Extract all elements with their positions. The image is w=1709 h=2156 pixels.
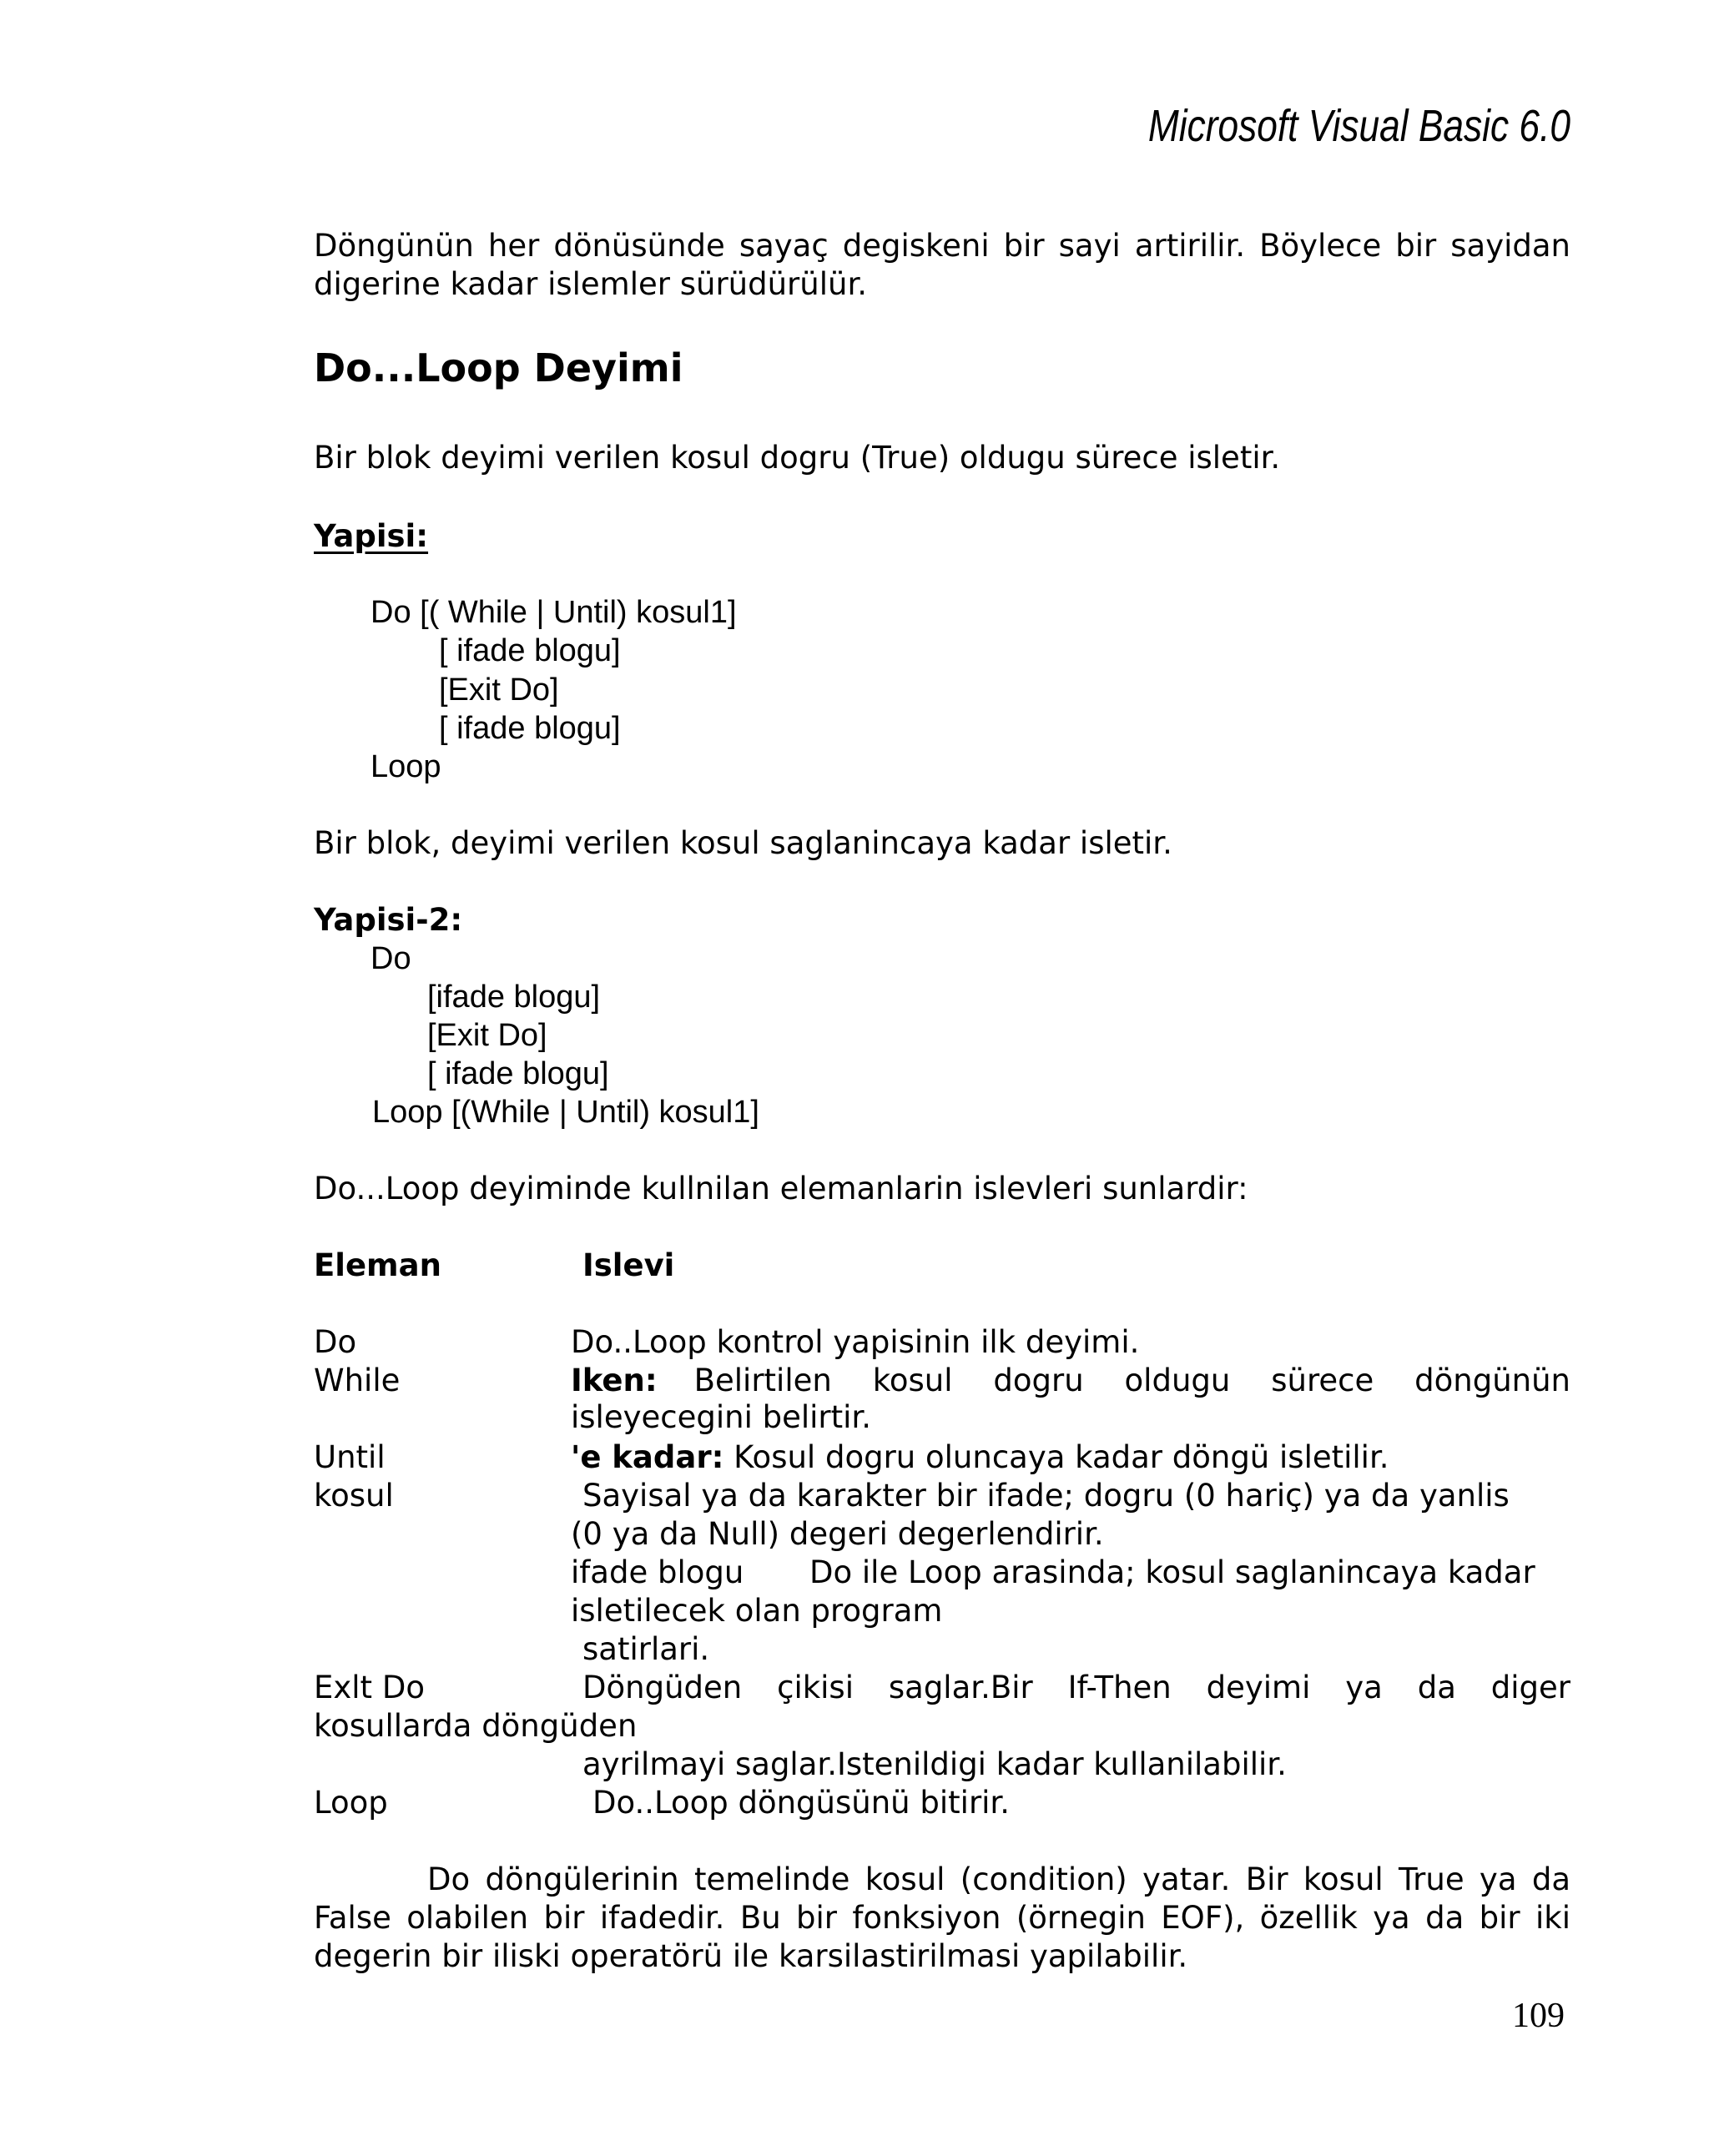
- running-header: Microsoft Visual Basic 6.0: [1147, 101, 1570, 151]
- yapisi-label: Yapisi:: [314, 518, 429, 554]
- row-desc-exit-cont-2: ayrilmayi saglar.Istenildigi kadar kullanilabilir.: [582, 1746, 1287, 1782]
- row-desc-exit-cont: kosullarda döngüden: [314, 1708, 638, 1744]
- row-name-exit-do: Exlt Do: [314, 1670, 425, 1705]
- syntax1-line: Do [( While | Until) kosul1]: [371, 595, 737, 630]
- row-desc-while-cont: isleyecegini belirtir.: [571, 1399, 872, 1435]
- syntax2-line: Loop [(While | Until) kosul1]: [372, 1095, 759, 1130]
- yapisi2-label: Yapisi-2:: [314, 902, 463, 938]
- row-desc-until: [571, 1438, 1389, 1477]
- description-1: Bir blok deyimi verilen kosul dogru (True) oldugu sürece isletir.: [314, 440, 1281, 476]
- row-desc-kosul-cont: (0 ya da Null) degeri degerlendirir.: [571, 1516, 1104, 1552]
- section-heading: Do...Loop Deyimi: [314, 345, 683, 390]
- description-3: Do...Loop deyiminde kullnilan elemanlarin islevleri sunlardir:: [314, 1171, 1248, 1206]
- row-name-kosul: kosul: [314, 1478, 394, 1514]
- until-bold-label: 'e kadar:: [571, 1439, 724, 1475]
- row-desc-ifade-cont-2: satirlari.: [582, 1631, 710, 1667]
- syntax1-line: [Exit Do]: [439, 672, 559, 708]
- syntax2-line: [Exit Do]: [427, 1018, 547, 1053]
- syntax2-line: [ifade blogu]: [427, 980, 601, 1015]
- table-header-islevi: Islevi: [582, 1247, 675, 1283]
- while-bold-label: Iken:: [571, 1363, 658, 1398]
- row-desc-ifade-blogu: Do ile Loop arasinda; kosul saglanincaya kadar: [809, 1554, 1535, 1590]
- closing-line-2: False olabilen bir ifadedir. Bu bir fonksiyon (örnegin EOF), özellik ya da bir iki: [314, 1900, 1570, 1936]
- closing-line-1: Do döngülerinin temelinde kosul (condition) yatar. Bir kosul True ya da: [427, 1861, 1570, 1897]
- row-desc-ifade-cont: isletilecek olan program: [571, 1593, 943, 1629]
- row-name-while: While: [314, 1363, 401, 1398]
- row-desc-kosul: Sayisal ya da karakter bir ifade; dogru (0 hariç) ya da yanlis: [582, 1478, 1510, 1514]
- intro-line-1: Döngünün her dönüsünde sayaç degiskeni bir sayi artirilir. Böylece bir sayidan: [314, 228, 1570, 264]
- closing-line-3: degerin bir iliski operatörü ile karsilastirilmasi yapilabilir.: [314, 1938, 1188, 1974]
- row-desc-exit-do: Döngüden çikisi saglar.Bir If-Then deyimi ya da diger: [582, 1670, 1570, 1705]
- row-name-ifade-blogu: ifade blogu: [571, 1554, 744, 1590]
- syntax1-line: [ ifade blogu]: [439, 633, 621, 668]
- row-desc-do: Do..Loop kontrol yapisinin ilk deyimi.: [571, 1324, 1140, 1360]
- while-desc-text: Belirtilen kosul dogru oldugu sürece döngünün: [693, 1363, 1570, 1398]
- syntax2-line: [ ifade blogu]: [427, 1056, 609, 1091]
- until-desc-text: Kosul dogru oluncaya kadar döngü isletilir.: [734, 1439, 1389, 1475]
- row-name-until: Until: [314, 1439, 386, 1475]
- syntax2-line: Do: [371, 941, 411, 976]
- intro-line-2: digerine kadar islemler sürüdürülür.: [314, 266, 868, 302]
- syntax1-line: Loop: [371, 749, 441, 784]
- description-2: Bir blok, deyimi verilen kosul saglanincaya kadar isletir.: [314, 825, 1172, 861]
- page-number: 109: [1512, 1997, 1565, 2035]
- table-header-eleman: Eleman: [314, 1247, 441, 1283]
- row-desc-while: [571, 1362, 1570, 1400]
- row-name-do: Do: [314, 1324, 357, 1360]
- row-desc-loop: Do..Loop döngüsünü bitirir.: [592, 1785, 1011, 1821]
- row-name-loop: Loop: [314, 1785, 388, 1821]
- syntax1-line: [ ifade blogu]: [439, 711, 621, 746]
